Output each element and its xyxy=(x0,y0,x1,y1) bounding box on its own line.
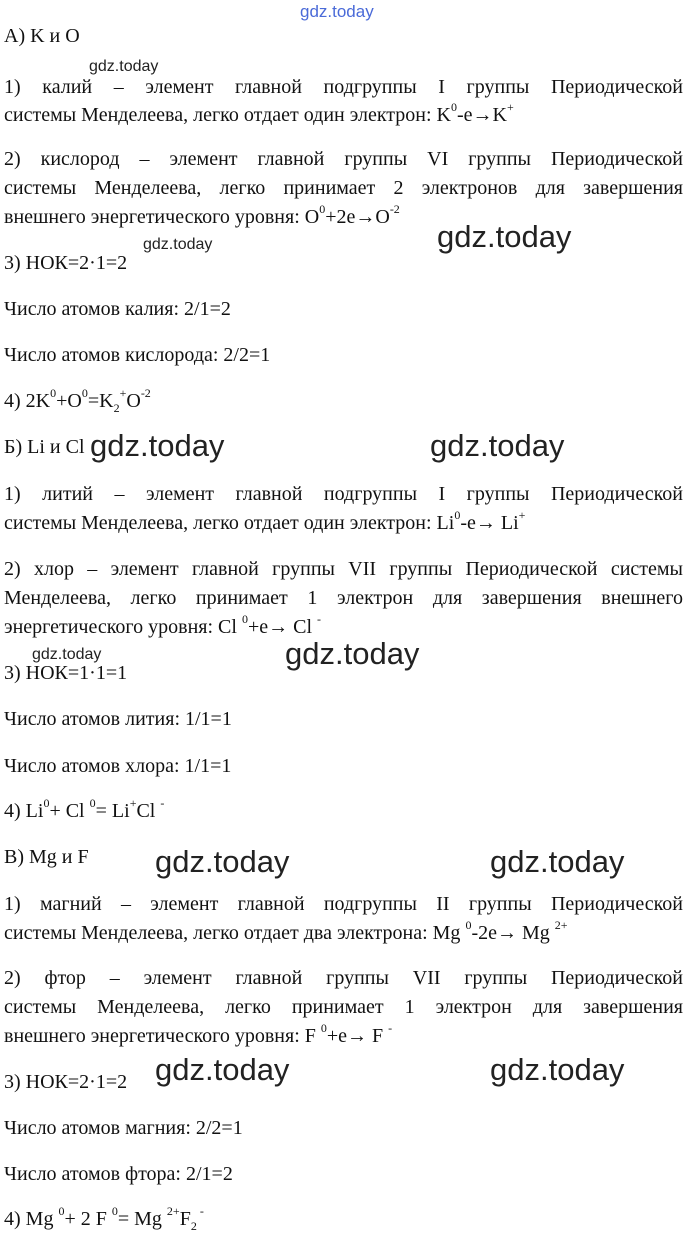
final-equation: 4) $2K^0+O^0=K_2^+O^{-2}$ xyxy=(4,386,151,415)
watermark: gdz.today xyxy=(32,646,102,663)
watermark: gdz.today xyxy=(490,1052,625,1087)
section-heading: А) K и O xyxy=(4,25,80,47)
atom-count: Число атомов лития: 1/1=1 xyxy=(4,708,232,730)
watermark: gdz.today xyxy=(430,428,565,463)
lcm-step: 3) НОК=2·1=2 xyxy=(4,1071,128,1093)
step-text: системы Менделеева, легко отдает два электрона: Mg $^0$-2e→ Mg $^{2+}$ xyxy=(4,918,568,944)
watermark: gdz.today xyxy=(155,1052,290,1087)
section-heading: В) Mg и F xyxy=(4,846,89,868)
watermark: gdz.today xyxy=(490,844,625,879)
step-text: внешнего энергетического уровня: F $^0$+e→ F - xyxy=(4,1021,393,1047)
step-text: внешнего энергетического уровня: $O^0+2e\to O^{-2}$ xyxy=(4,202,400,228)
atom-count: Число атомов магния: 2/2=1 xyxy=(4,1117,243,1139)
step-text: 1) калий – элемент главной подгруппы I группы Периодической xyxy=(4,76,683,98)
step-text: системы Менделеева, легко принимает 1 электрон для завершения xyxy=(4,996,683,1018)
step-text: 2) фтор – элемент главной группы VII группы Периодической xyxy=(4,967,683,989)
step-text: 1) литий – элемент главной подгруппы I группы Периодической xyxy=(4,483,683,505)
lcm-step: 3) НОК=2·1=2 xyxy=(4,252,128,274)
atom-count: Число атомов калия: 2/1=2 xyxy=(4,298,231,320)
step-text: системы Менделеева, легко отдает один электрон: $K^0-e\to K^+$ xyxy=(4,100,514,126)
atom-count: Число атомов хлора: 1/1=1 xyxy=(4,755,232,777)
lcm-step: 3) НОК=1·1=1 xyxy=(4,662,128,684)
watermark: gdz.today xyxy=(285,636,420,671)
watermark-header: gdz.today xyxy=(300,2,374,21)
atom-count: Число атомов фтора: 2/1=2 xyxy=(4,1163,233,1185)
watermark: gdz.today xyxy=(90,428,225,463)
final-equation: 4) $Li^0+ Cl$ $^0$= Li+Cl - xyxy=(4,796,165,822)
section-heading: Б) Li и Cl xyxy=(4,436,85,458)
step-text: 1) магний – элемент главной подгруппы II группы Периодической xyxy=(4,893,683,915)
final-equation: 4) Mg $^0$+ 2 F $^0$= Mg $^{2+}F_2$ - xyxy=(4,1204,204,1233)
watermark: gdz.today xyxy=(437,219,572,254)
step-text: Менделеева, легко принимает 1 электрон для завершения внешнего xyxy=(4,587,683,609)
step-text: системы Менделеева, легко отдает один электрон: $Li^0-e\to Li^+$ xyxy=(4,508,526,534)
watermark: gdz.today xyxy=(143,236,213,253)
step-text: системы Менделеева, легко принимает 2 электронов для завершения xyxy=(4,177,683,199)
step-text: энергетического уровня: Cl $^0$+e→ Cl - xyxy=(4,612,322,638)
step-text: 2) хлор – элемент главной группы VII группы Периодической системы xyxy=(4,558,683,580)
atom-count: Число атомов кислорода: 2/2=1 xyxy=(4,344,271,366)
watermark: gdz.today xyxy=(89,58,159,75)
watermark: gdz.today xyxy=(155,844,290,879)
step-text: 2) кислород – элемент главной группы VI группы Периодической xyxy=(4,148,683,170)
